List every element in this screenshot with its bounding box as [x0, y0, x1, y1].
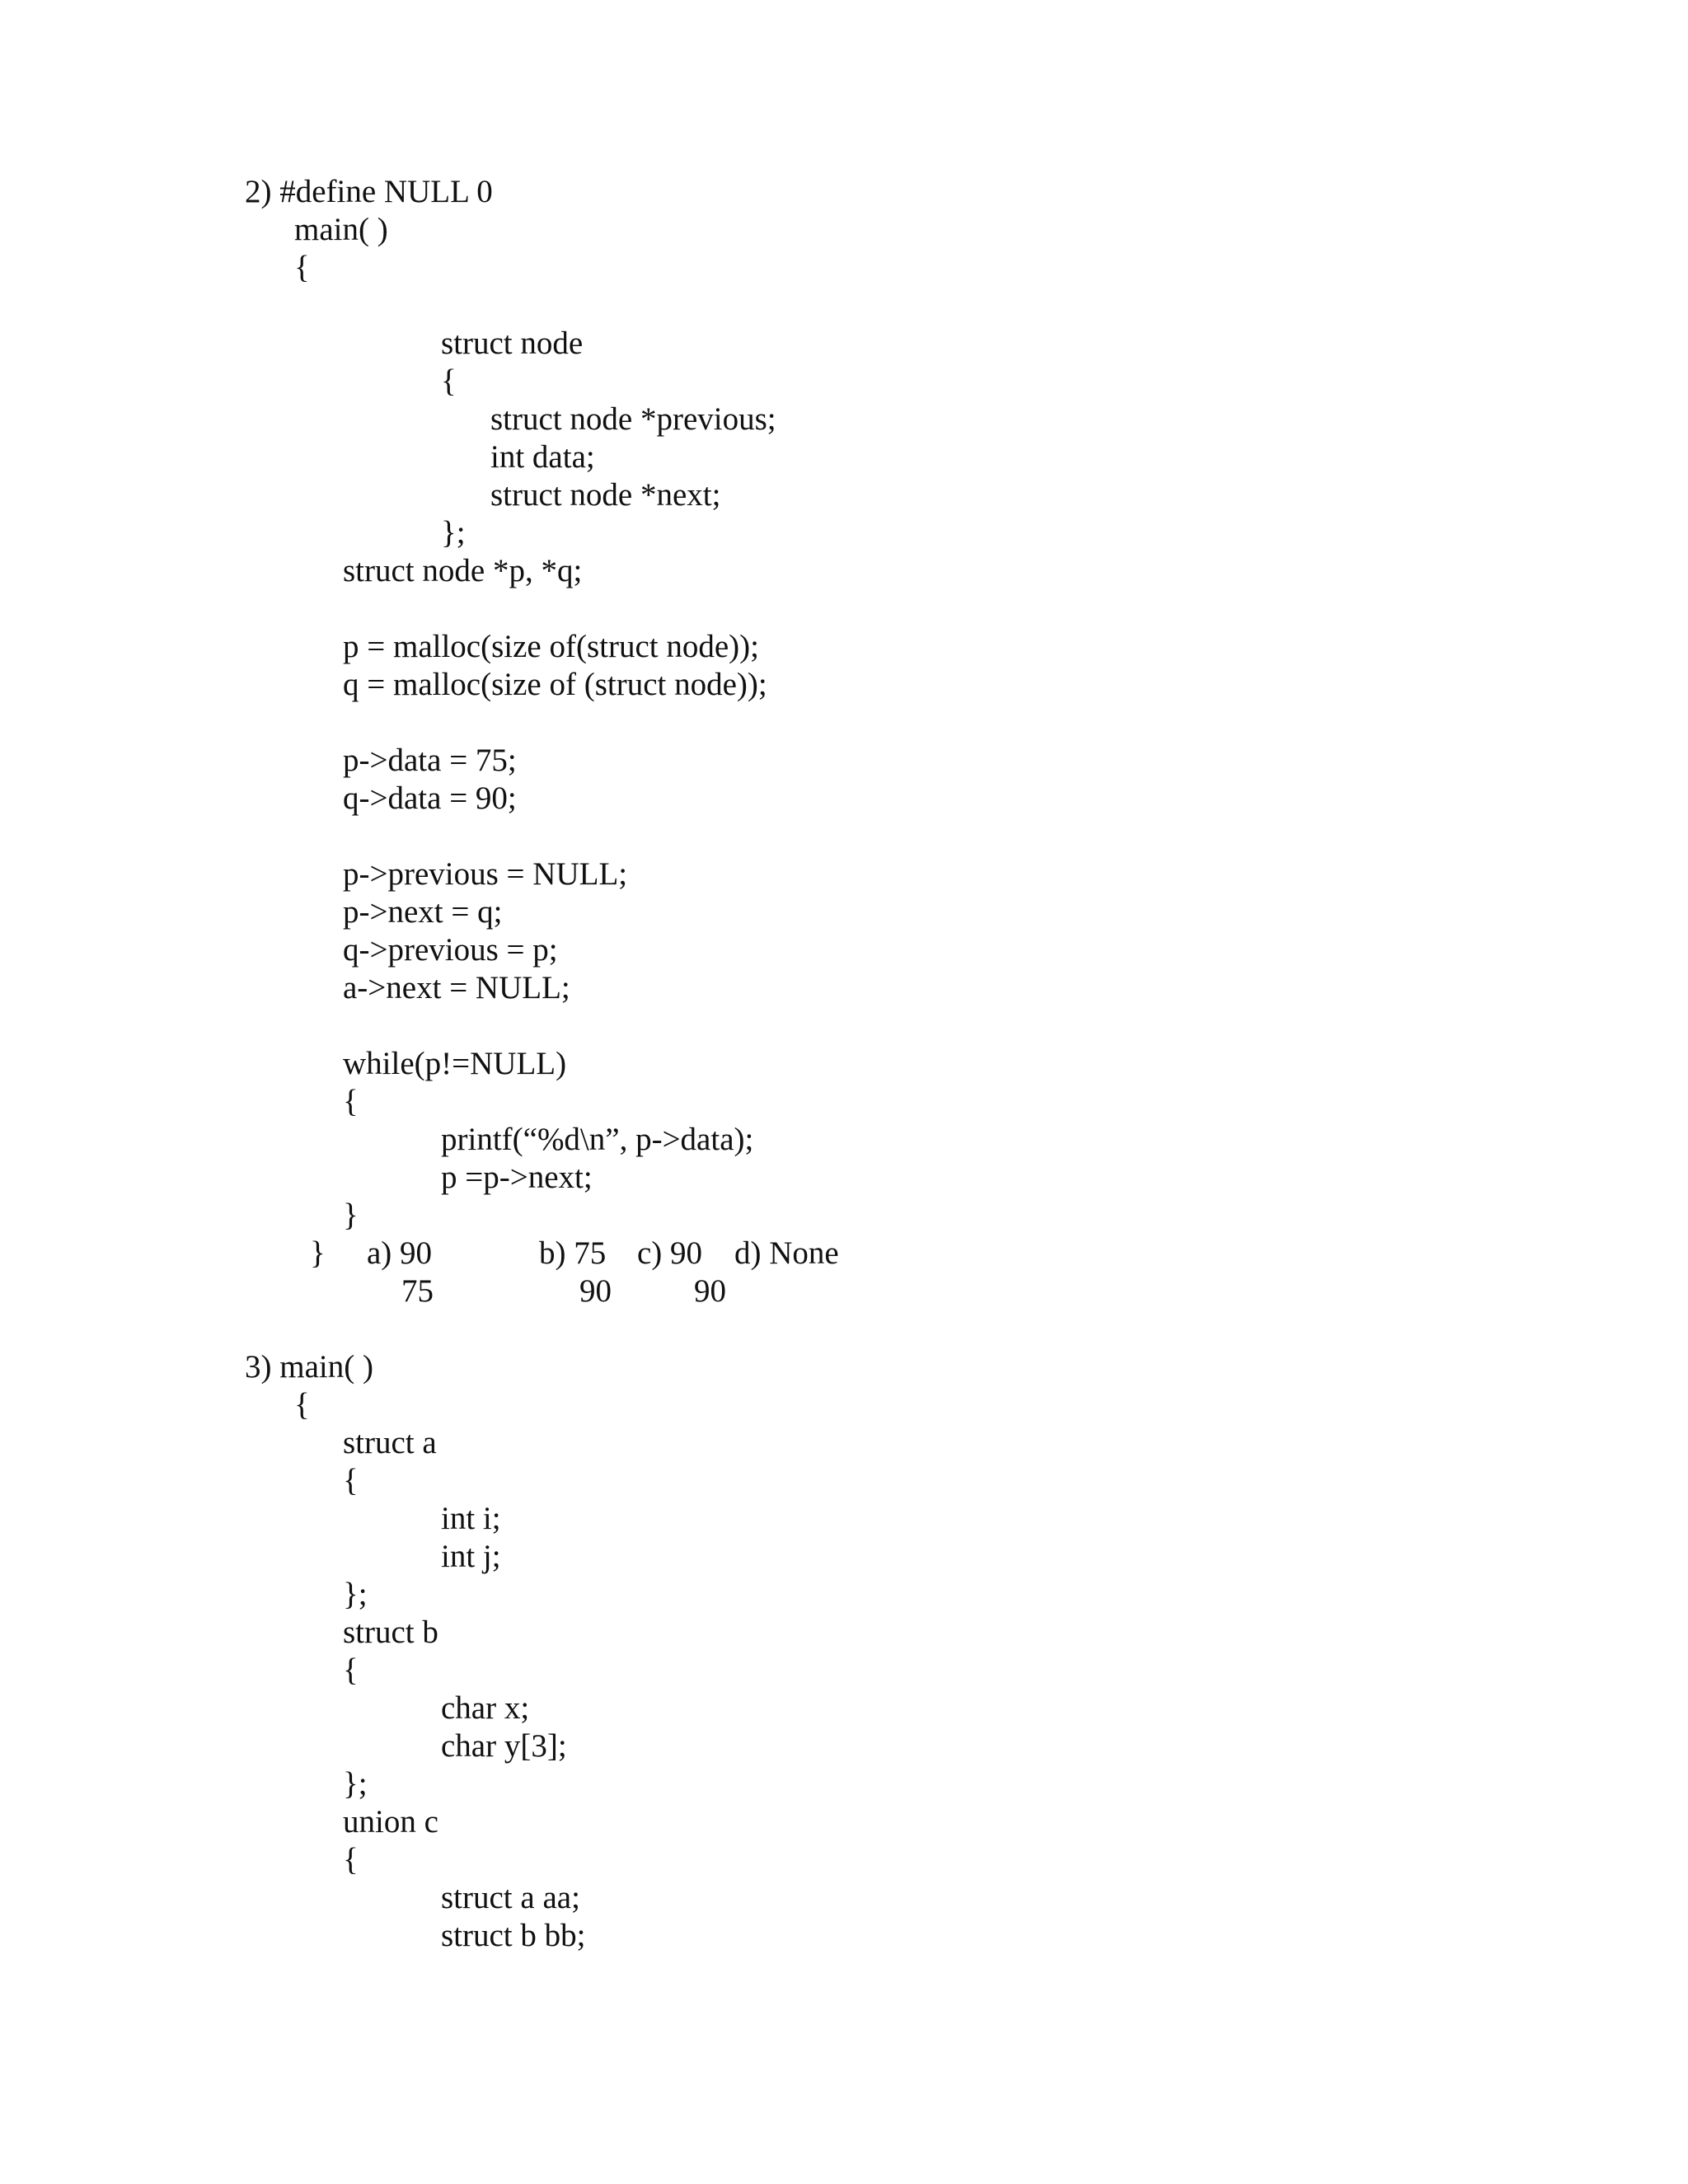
struct-b-close: }; [343, 1766, 368, 1802]
assign-p-previous: p->previous = NULL; [343, 856, 628, 892]
assign-q-previous: q->previous = p; [343, 932, 558, 968]
member-x: char x; [441, 1690, 530, 1726]
member-data: int data; [490, 439, 595, 475]
struct-a-close: }; [343, 1577, 368, 1612]
main-close-brace: } [310, 1235, 326, 1271]
assign-p-data: p->data = 75; [343, 743, 517, 778]
option-a-line1: a) 90 [367, 1235, 433, 1271]
option-d-line1: d) None [734, 1235, 839, 1271]
option-b-line2: 90 [579, 1273, 612, 1309]
assign-q-data: q->data = 90; [343, 780, 517, 816]
question-2-header: 2) #define NULL 0 [245, 174, 493, 209]
option-a-line2: 75 [401, 1273, 434, 1309]
while-loop-line: while(p!=NULL) [343, 1046, 567, 1081]
struct-node-declaration: struct node [441, 326, 584, 361]
main-open-brace-q3: { [294, 1387, 310, 1422]
option-b-line1: b) 75 [539, 1235, 607, 1271]
printf-line: printf(“%d\n”, p->data); [441, 1122, 754, 1157]
union-c-open-brace: { [343, 1842, 359, 1877]
member-i: int i; [441, 1501, 501, 1536]
struct-b-declaration: struct b [343, 1615, 438, 1650]
member-aa: struct a aa; [441, 1880, 580, 1915]
while-close-brace: } [343, 1197, 359, 1233]
option-c-line1: c) 90 [637, 1235, 703, 1271]
member-previous: struct node *previous; [490, 401, 776, 437]
option-c-line2: 90 [694, 1273, 726, 1309]
malloc-q-line: q = malloc(size of (struct node)); [343, 667, 767, 702]
struct-b-open-brace: { [343, 1652, 359, 1688]
malloc-p-line: p = malloc(size of(struct node)); [343, 629, 759, 664]
question-3-header: 3) main( ) [245, 1349, 373, 1385]
pointer-declaration: struct node *p, *q; [343, 553, 583, 588]
struct-node-open-brace: { [441, 363, 457, 399]
advance-pointer-line: p =p->next; [441, 1160, 593, 1195]
main-function-line: main( ) [294, 212, 388, 247]
member-j: int j; [441, 1539, 501, 1574]
struct-a-declaration: struct a [343, 1425, 437, 1460]
member-y: char y[3]; [441, 1728, 567, 1764]
member-next: struct node *next; [490, 477, 721, 513]
main-open-brace: { [294, 250, 310, 285]
member-bb: struct b bb; [441, 1918, 586, 1953]
assign-p-next: p->next = q; [343, 894, 503, 930]
while-open-brace: { [343, 1084, 359, 1119]
struct-node-close: }; [441, 515, 466, 551]
struct-a-open-brace: { [343, 1463, 359, 1498]
assign-a-next: a->next = NULL; [343, 970, 570, 1005]
union-c-declaration: union c [343, 1804, 438, 1840]
